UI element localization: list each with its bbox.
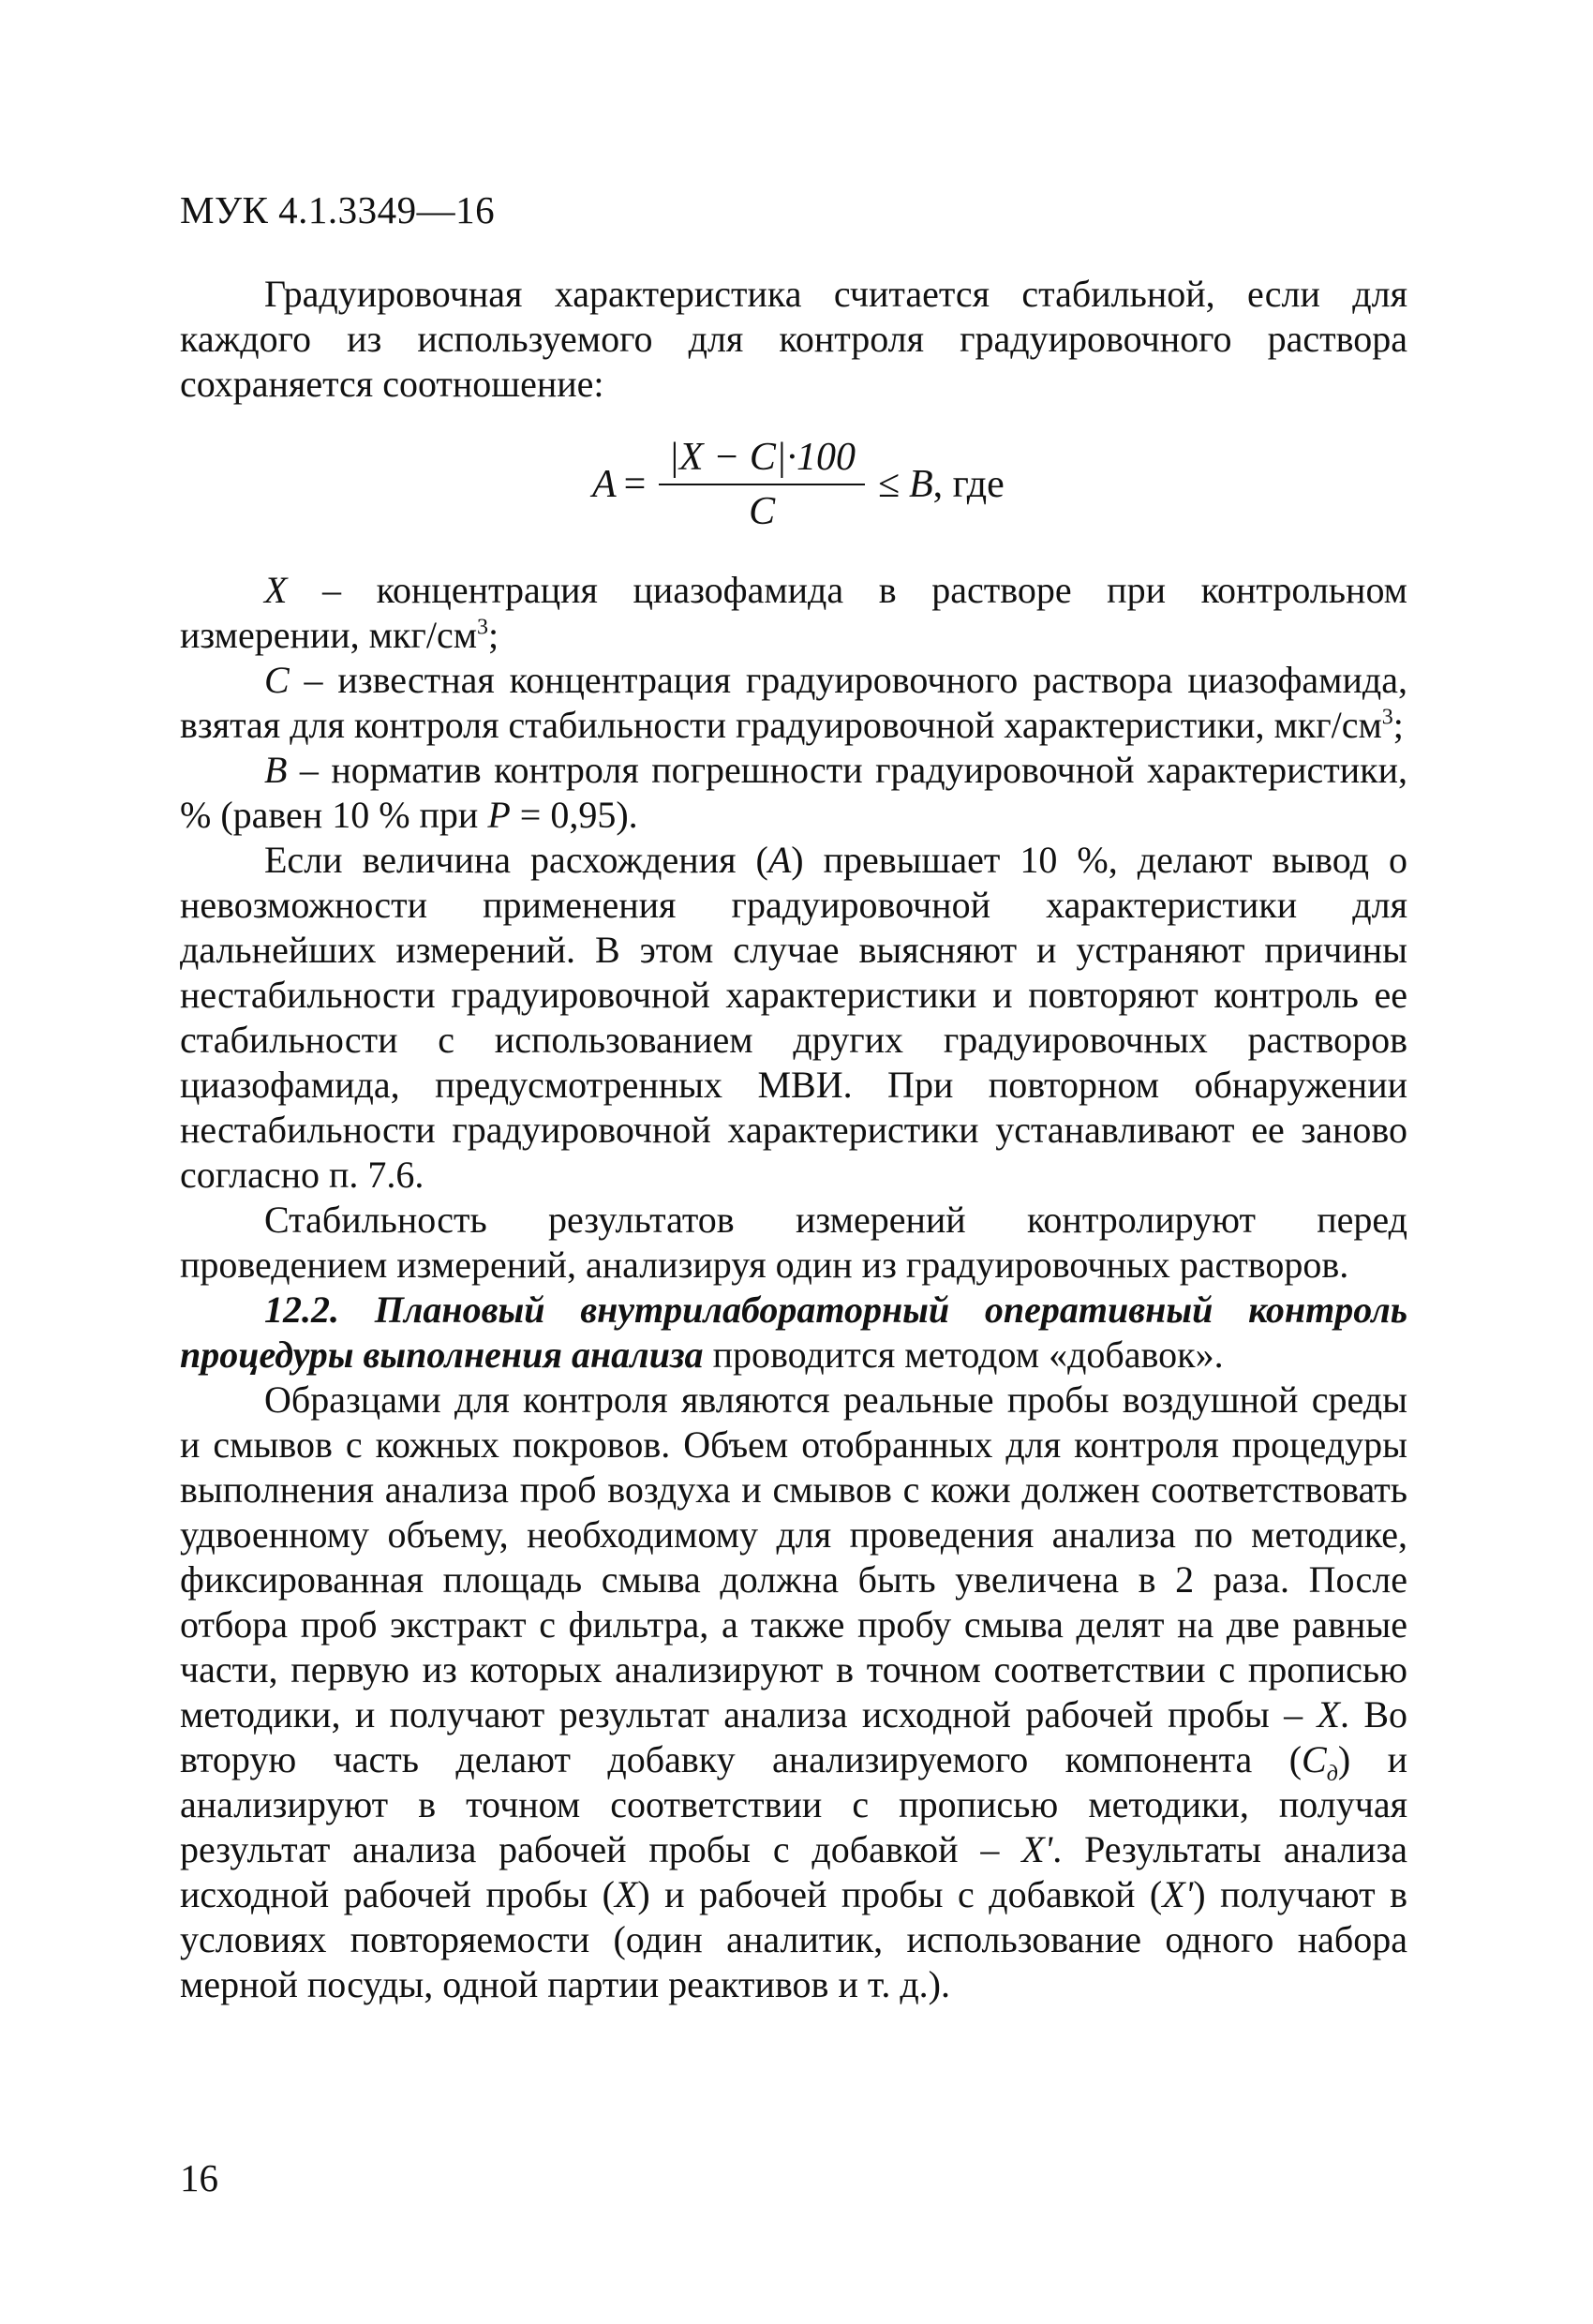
section-12-2-paragraph: 12.2. Плановый внутрилабораторный оперативный контроль процедуры выполнения анализа проводится методом «добавок». xyxy=(180,1289,1407,1376)
formula-suffix: , где xyxy=(932,463,1005,506)
document-body xyxy=(180,272,1407,2007)
formula-equals: = xyxy=(623,463,647,506)
definition-x: X – концентрация циазофамида в растворе при контрольном измерении, мкг/$см^3$; xyxy=(180,569,1407,656)
document-code-header: МУК 4.1.3349—16 xyxy=(180,188,496,231)
definition-b: B – норматив контроля погрешности градуировочной характеристики, % (равен 10 % при P = 0,95). xyxy=(180,749,1407,836)
formula-numerator: |X − C|·100 xyxy=(668,436,856,479)
formula-relation: ≤ xyxy=(877,463,901,506)
formula-fraction xyxy=(659,435,865,534)
intro-paragraph: Градуировочная характеристика считается стабильной, если для каждого из используемого для контроля градуировочного раствора сохраняется соотношение: xyxy=(180,273,1407,405)
formula-rhs: B xyxy=(909,463,933,506)
formula-lhs: A xyxy=(592,463,617,506)
section-12-2-heading: 12.2. Плановый внутрилабораторный оперативный контроль процедуры выполнения анализа xyxy=(180,1289,1407,1376)
stability-formula xyxy=(592,414,1407,555)
samples-paragraph: Образцами для контроля являются реальные пробы воздушной среды и смывов с кожных покровов. Объем отобранных для контроля процедуры выполнения анализа проб воздуха и смывов с кожи должен соответствовать удвоенному объему, необходимому для проведения анализа по методике, фиксированная площадь смыва должна быть увеличена в 2 раза. После отбора проб экстракт с фильтра, а также пробу смыва делят на две равные части, первую из которых анализируют в точном соответствии с прописью методики, и получают результат анализа исходной рабочей пробы – X. Во вторую часть делают добавку анализируемого компонента $(C_д)$ и анализируют в точном соответствии с прописью методики, получая результат анализа рабочей пробы с добавкой – X'. Результаты анализа исходной рабочей пробы (X) и рабочей пробы с добавкой (X') получают в условиях повторяемости (один аналитик, использование одного набора мерной посуды, одной партии реактивов и т. д.). xyxy=(180,1378,1408,2005)
page-number: 16 xyxy=(180,2156,218,2199)
stability-paragraph: Стабильность результатов измерений контролируют перед проведением измерений, анализируя один из градуировочных растворов. xyxy=(180,1199,1407,1286)
definition-c: C – известная концентрация градуировочного раствора циазофамида, взятая для контроля стабильности градуировочной характеристики, мкг/$см^3$; xyxy=(180,659,1407,746)
formula-denominator: C xyxy=(749,490,776,533)
deviation-paragraph: Если величина расхождения (A) превышает 10 %, делают вывод о невозможности применения градуировочной характеристики для дальнейших измерений. В этом случае выясняют и устраняют причины нестабильности градуировочной характеристики и повторяют контроль ее стабильности с использованием других градуировочных растворов циазофамида, предусмотренных МВИ. При повторном обнаружении нестабильности градуировочной характеристики устанавливают ее заново согласно п. 7.6. xyxy=(180,839,1407,1196)
